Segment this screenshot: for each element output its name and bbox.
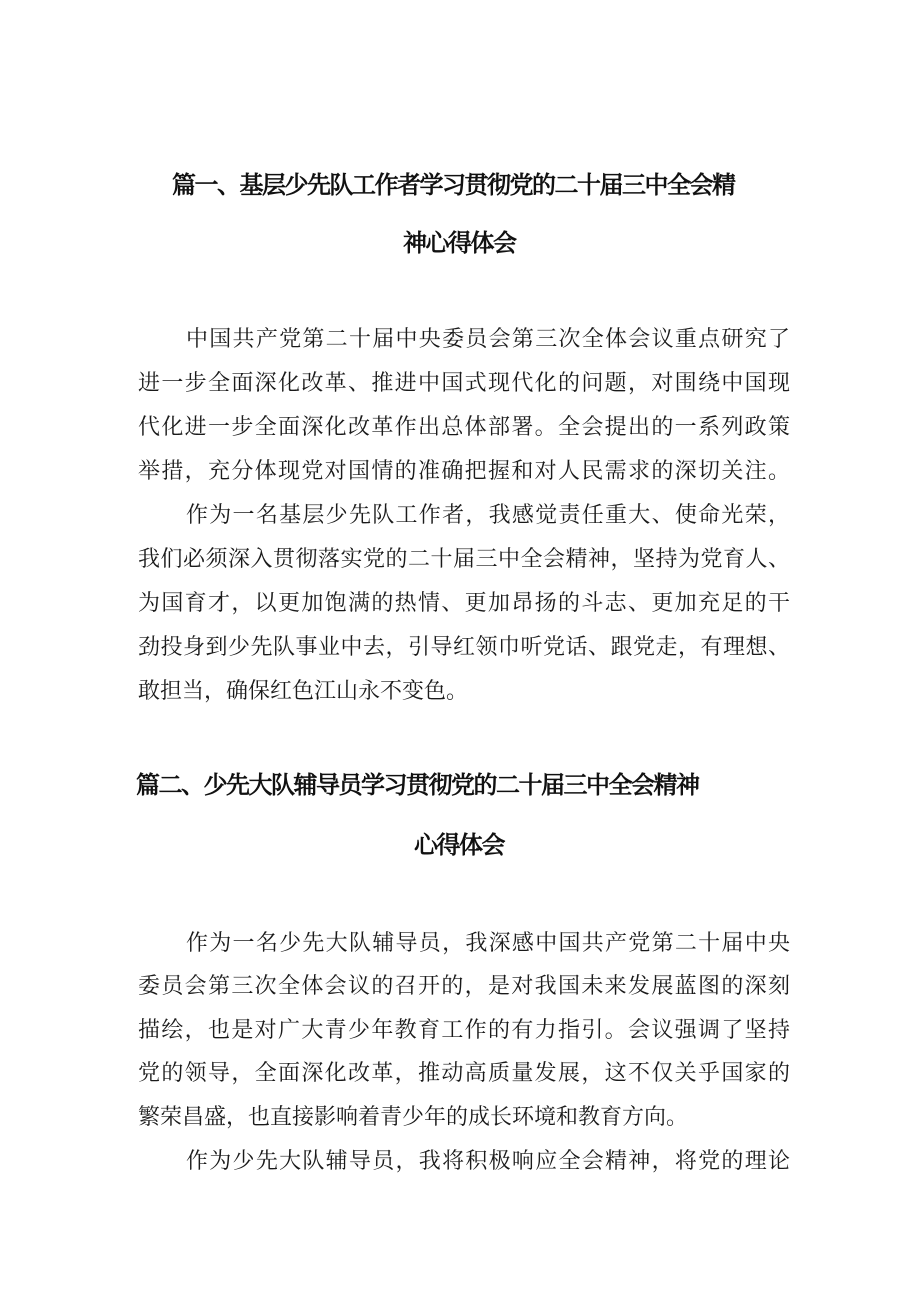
paragraph-line: 作为一名少先大队辅导员，我深感中国共产党第二十届中央 (186, 931, 790, 956)
paragraph-line: 进一步全面深化改革、推进中国式现代化的问题，对围绕中国现 (138, 371, 790, 396)
paragraph-line: 委员会第三次全体会议的召开的，是对我国未来发展蓝图的深刻 (138, 974, 790, 999)
paragraph-line: 劲投身到少先队事业中去，引导红领巾听党话、跟党走，有理想、 (138, 635, 790, 660)
paragraph-line: 作为一名基层少先队工作者，我感觉责任重大、使命光荣， (186, 503, 790, 528)
paragraph-line: 中国共产党第二十届中央委员会第三次全体会议重点研究了 (186, 327, 790, 352)
paragraph-line: 我们必须深入贯彻落实党的二十届三中全会精神，坚持为党育人、 (138, 547, 790, 572)
section1-title-line1: 篇一、基层少先队工作者学习贯彻党的二十届三中全会精 (172, 171, 735, 199)
section1-title-line2: 神心得体会 (403, 229, 516, 257)
paragraph-line: 为国育才，以更加饱满的热情、更加昂扬的斗志、更加充足的干 (138, 591, 790, 616)
paragraph-line: 敢担当，确保红色江山永不变色。 (138, 679, 469, 704)
section2-title-line1: 篇二、少先大队辅导员学习贯彻党的二十届三中全会精神 (136, 771, 699, 799)
paragraph-line: 描绘，也是对广大青少年教育工作的有力指引。会议强调了坚持 (138, 1018, 790, 1043)
paragraph-line: 作为少先大队辅导员，我将积极响应全会精神，将党的理论 (186, 1149, 790, 1174)
paragraph-line: 党的领导，全面深化改革，推动高质量发展，这不仅关乎国家的 (138, 1061, 790, 1086)
section2-title-line2: 心得体会 (414, 831, 504, 859)
paragraph-line: 代化进一步全面深化改革作出总体部署。全会提出的一系列政策 (138, 415, 790, 440)
paragraph-line: 举措，充分体现党对国情的准确把握和对人民需求的深切关注。 (138, 459, 790, 484)
paragraph-line: 繁荣昌盛，也直接影响着青少年的成长环境和教育方向。 (138, 1105, 689, 1130)
